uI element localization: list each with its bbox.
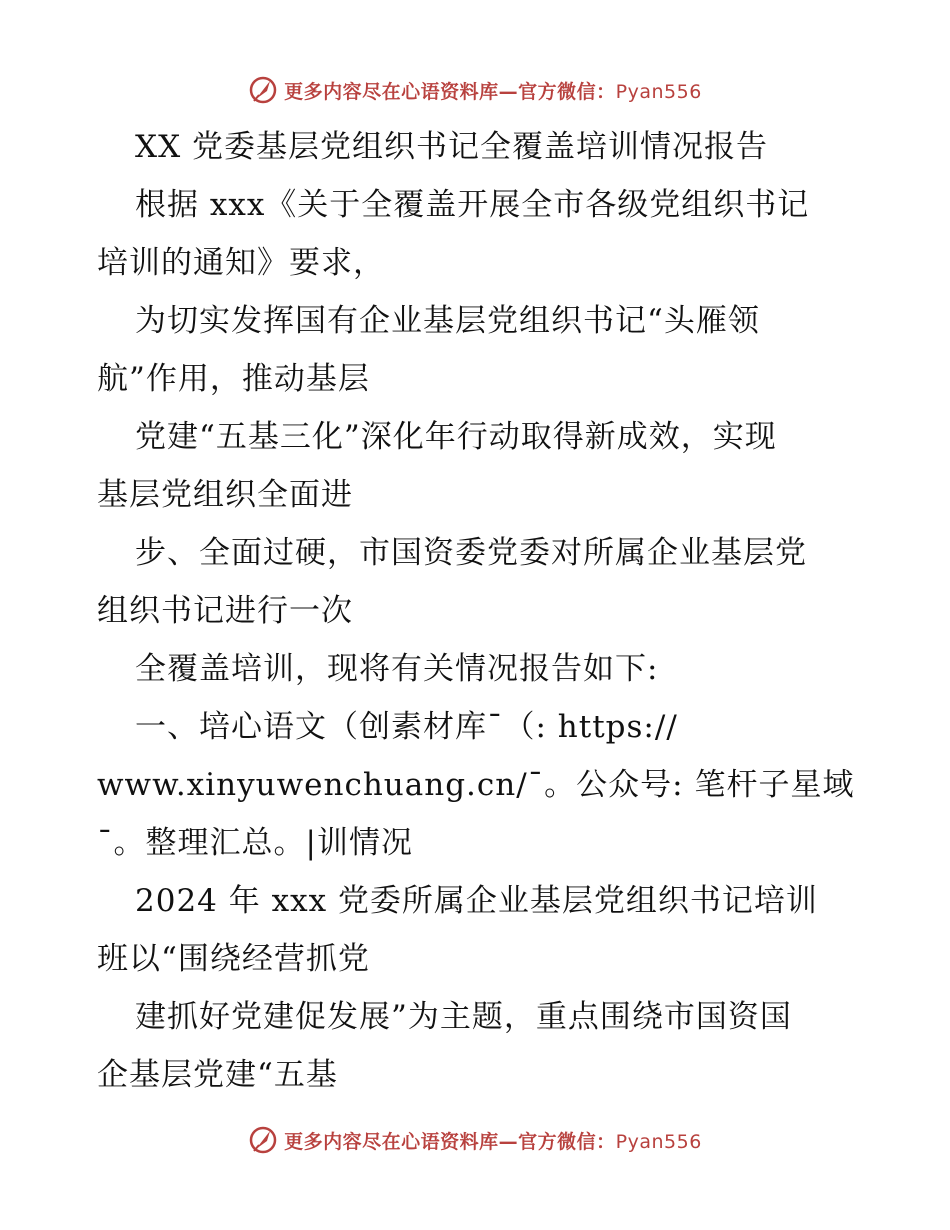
text-line: 企基层党建“五基	[97, 1057, 338, 1093]
text-line: 建抓好党建促发展”为主题，重点围绕市国资国	[135, 999, 792, 1035]
text-line: 一、培心语文（创素材库¯（: https://	[135, 709, 678, 745]
text-line: 根据 xxx《关于全覆盖开展全市各级党组织书记	[135, 187, 810, 223]
footer-wechat-id: Pyan556	[615, 1130, 702, 1153]
text-line: 培训的通知》要求，	[97, 245, 385, 281]
header-banner	[0, 70, 950, 110]
text-line: 基层党组织全面进	[97, 477, 353, 513]
text-line: 全覆盖培训，现将有关情况报告如下:	[135, 651, 659, 687]
header-banner-text: 更多内容尽在心语资料库—官方微信：Pyan556	[284, 80, 702, 103]
feather-pen-circle-icon	[248, 1125, 278, 1155]
text-line: 班以“围绕经营抓党	[97, 941, 370, 977]
text-line: XX 党委基层党组织书记全覆盖培训情况报告	[135, 129, 768, 165]
text-line: 2024 年 xxx 党委所属企业基层党组织书记培训	[135, 883, 818, 919]
header-wechat-id: Pyan556	[615, 80, 702, 103]
feather-pen-circle-icon	[248, 75, 278, 105]
document-body	[97, 118, 857, 1104]
text-line: 航”作用，推动基层	[97, 361, 370, 397]
text-line: www.xinyuwenchuang.cn/¯。公众号: 笔杆子星域	[97, 767, 855, 803]
text-line: 为切实发挥国有企业基层党组织书记“头雁领	[135, 303, 760, 339]
text-line: ¯。整理汇总。|训情况	[97, 825, 413, 861]
text-line: 组织书记进行一次	[97, 593, 353, 629]
text-line: 步、全面过硬，市国资委党委对所属企业基层党	[135, 535, 807, 571]
footer-banner	[0, 1120, 950, 1160]
text-line: 党建“五基三化”深化年行动取得新成效，实现	[135, 419, 777, 455]
footer-banner-text: 更多内容尽在心语资料库—官方微信：Pyan556	[284, 1130, 702, 1153]
